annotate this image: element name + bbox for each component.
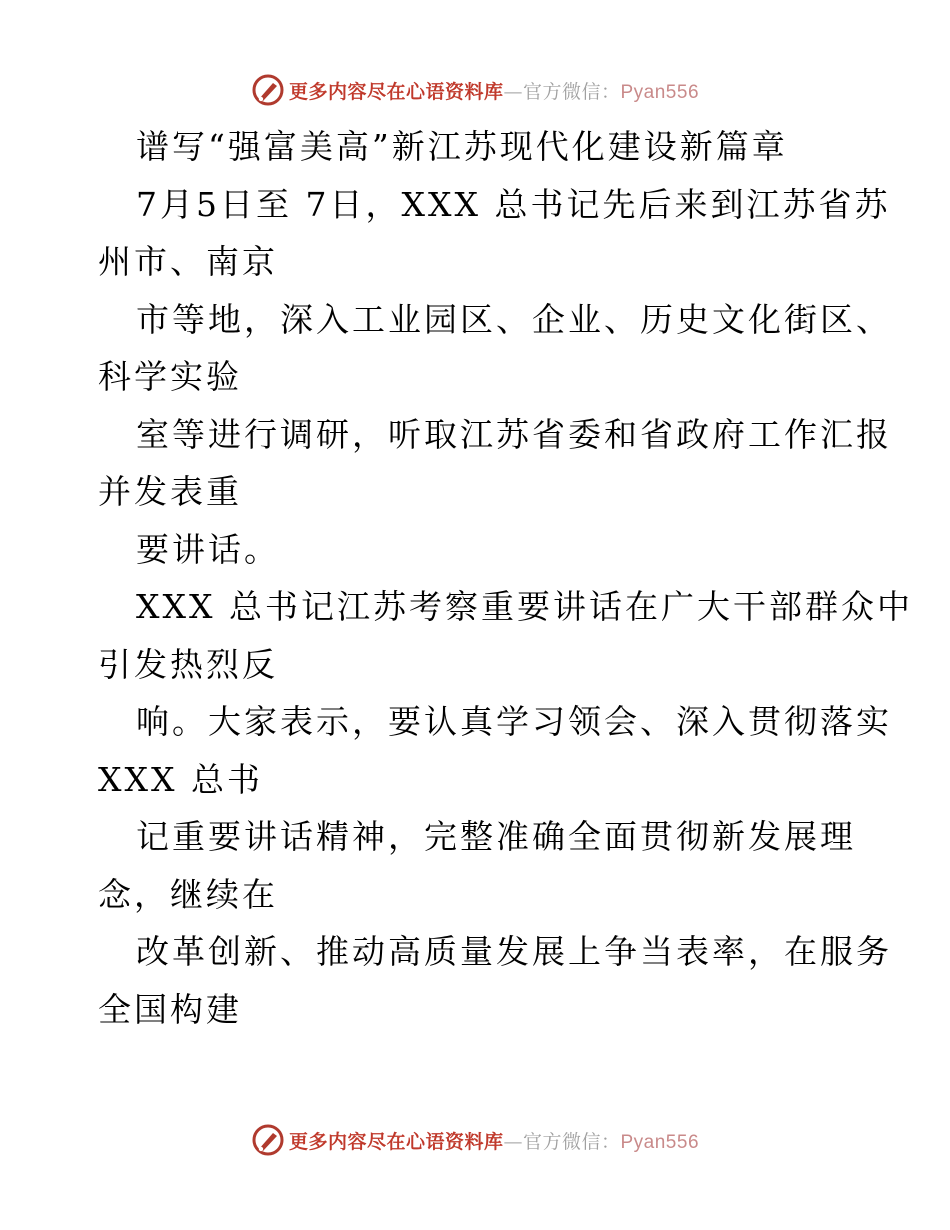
text-line: XXX 总书记江苏考察重要讲话在广大干部群众中	[136, 587, 913, 626]
text-line: 要讲话。	[136, 529, 280, 569]
text-line: 记重要讲话精神，完整准确全面贯彻新发展理	[136, 817, 856, 856]
watermark-account: Pyan556	[620, 81, 700, 103]
text-line: 科学实验	[98, 357, 242, 396]
text-line: 室等进行调研，听取江苏省委和省政府工作汇报	[136, 414, 892, 454]
text-line: 改革创新、推动高质量发展上争当表率，在服务	[136, 932, 892, 971]
text-line: 州市、南京	[98, 242, 278, 281]
text-line: 并发表重	[98, 472, 242, 511]
watermark-text	[289, 1127, 699, 1154]
document-body	[98, 118, 913, 1038]
watermark-account: Pyan556	[620, 1131, 700, 1153]
text-line: 念，继续在	[98, 874, 278, 914]
footer-watermark	[0, 1120, 950, 1160]
text-line: 市等地，深入工业园区、企业、历史文化街区、	[136, 299, 892, 339]
text-line: XXX 总书	[98, 759, 263, 799]
watermark-text	[289, 77, 699, 104]
text-line: 全国构建	[98, 989, 242, 1029]
watermark-highlight: 更多内容尽在心语资料库	[288, 1130, 504, 1153]
watermark-dash: —	[503, 1130, 523, 1153]
text-line: 引发热烈反	[98, 644, 278, 684]
watermark-wechat-label: 官方微信：	[522, 1130, 621, 1153]
pen-logo-icon	[251, 73, 285, 107]
text-line: 7月5日至 7日，XXX 总书记先后来到江苏省苏	[136, 184, 891, 224]
document-title: 谱写“强富美高”新江苏现代化建设新篇章	[136, 127, 788, 166]
text-line: 响。大家表示，要认真学习领会、深入贯彻落实	[136, 702, 892, 741]
header-watermark	[0, 70, 950, 110]
pen-logo-icon	[251, 1123, 285, 1157]
watermark-highlight: 更多内容尽在心语资料库	[288, 80, 504, 103]
watermark-dash: —	[503, 80, 523, 103]
watermark-wechat-label: 官方微信：	[522, 80, 621, 103]
